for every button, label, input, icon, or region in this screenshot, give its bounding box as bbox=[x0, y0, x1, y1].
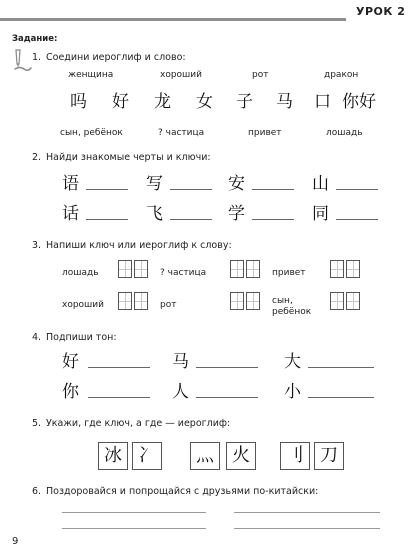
writing-cell[interactable] bbox=[134, 260, 148, 278]
task-1-word: сын, ребёнок bbox=[60, 128, 123, 138]
task-1-instruction: 1. Соедини иероглиф и слово: bbox=[32, 52, 186, 63]
radical-box[interactable]: 刂 bbox=[280, 442, 310, 470]
task-2-hanzi: 话 bbox=[62, 204, 79, 224]
task-1-hanzi: 马 bbox=[276, 92, 293, 112]
task-1-word: женщина bbox=[68, 70, 114, 80]
task-1-word: хороший bbox=[160, 70, 202, 80]
task-1-word: привет bbox=[248, 128, 282, 138]
writing-cell[interactable] bbox=[230, 292, 244, 310]
radical-box[interactable]: 火 bbox=[226, 442, 256, 470]
task-4-hanzi: 小 bbox=[284, 382, 301, 402]
answer-line[interactable] bbox=[88, 367, 150, 368]
answer-line[interactable] bbox=[336, 219, 378, 220]
radical-box[interactable]: 刀 bbox=[314, 442, 344, 470]
answer-line[interactable] bbox=[336, 189, 378, 190]
task-3-word: рот bbox=[160, 300, 177, 310]
task-3-word: привет bbox=[272, 268, 306, 278]
task-2-hanzi: 语 bbox=[62, 174, 79, 194]
answer-line[interactable] bbox=[86, 219, 128, 220]
task-1-hanzi: 龙 bbox=[154, 92, 171, 112]
task-1-hanzi: 吗 bbox=[70, 92, 87, 112]
answer-line[interactable] bbox=[86, 189, 128, 190]
answer-line[interactable] bbox=[308, 397, 374, 398]
writing-cell[interactable] bbox=[118, 260, 132, 278]
task-4-hanzi: 好 bbox=[62, 352, 79, 372]
task-2-instruction: 2. Найди знакомые черты и ключи: bbox=[32, 152, 211, 163]
page-number: 9 bbox=[12, 536, 19, 547]
answer-line[interactable] bbox=[234, 528, 380, 529]
writing-cell[interactable] bbox=[330, 292, 344, 310]
writing-cell[interactable] bbox=[134, 292, 148, 310]
task-1-hanzi: 子 bbox=[236, 92, 253, 112]
task-4-instruction: 4. Подпиши тон: bbox=[32, 332, 117, 343]
task-2-hanzi: 同 bbox=[312, 204, 329, 224]
radical-box[interactable]: 灬 bbox=[190, 442, 220, 470]
answer-line[interactable] bbox=[196, 397, 258, 398]
radical-box[interactable]: 冫 bbox=[132, 442, 162, 470]
writing-cell[interactable] bbox=[118, 292, 132, 310]
writing-cell[interactable] bbox=[246, 260, 260, 278]
task-4-hanzi: 人 bbox=[172, 382, 189, 402]
section-label: Задание: bbox=[12, 34, 58, 44]
task-1-hanzi: 你好 bbox=[342, 92, 376, 112]
task-1-word: дракон bbox=[324, 70, 359, 80]
answer-line[interactable] bbox=[62, 528, 206, 529]
task-4-hanzi: 大 bbox=[284, 352, 301, 372]
task-3-word: лошадь bbox=[62, 268, 99, 278]
task-2-hanzi: 学 bbox=[228, 204, 245, 224]
task-5-instruction: 5. Укажи, где ключ, а где — иероглиф: bbox=[32, 418, 231, 429]
writing-cell[interactable] bbox=[346, 260, 360, 278]
answer-line[interactable] bbox=[88, 397, 150, 398]
task-1-word: лошадь bbox=[326, 128, 363, 138]
writing-cell[interactable] bbox=[346, 292, 360, 310]
task-1-word: рот bbox=[252, 70, 269, 80]
task-1-hanzi: 好 bbox=[112, 92, 129, 112]
answer-line[interactable] bbox=[252, 189, 294, 190]
writing-cell[interactable] bbox=[230, 260, 244, 278]
task-2-hanzi: 山 bbox=[312, 174, 329, 194]
task-6-instruction: 6. Поздоровайся и попрощайся с друзьями по-китайски: bbox=[32, 486, 319, 497]
task-3-word: хороший bbox=[62, 300, 104, 310]
writing-cell[interactable] bbox=[330, 260, 344, 278]
pencil-icon bbox=[12, 48, 32, 76]
task-3-instruction: 3. Напиши ключ или иероглиф к слову: bbox=[32, 240, 232, 251]
radical-box[interactable]: 冰 bbox=[98, 442, 128, 470]
task-2-hanzi: 飞 bbox=[146, 204, 163, 224]
task-3-word: ? частица bbox=[160, 268, 207, 278]
task-3-word: сын, bbox=[272, 296, 293, 306]
lesson-title: УРОК 2 bbox=[356, 5, 406, 18]
answer-line[interactable] bbox=[252, 219, 294, 220]
task-1-hanzi: 口 bbox=[314, 92, 331, 112]
answer-line[interactable] bbox=[308, 367, 374, 368]
answer-line[interactable] bbox=[170, 189, 212, 190]
task-4-hanzi: 你 bbox=[62, 382, 79, 402]
task-3-word: ребёнок bbox=[272, 307, 312, 317]
task-2-hanzi: 安 bbox=[228, 174, 245, 194]
header-rule bbox=[0, 18, 346, 21]
task-1-word: ? частица bbox=[158, 128, 205, 138]
answer-line[interactable] bbox=[170, 219, 212, 220]
answer-line[interactable] bbox=[196, 367, 258, 368]
answer-line[interactable] bbox=[234, 512, 380, 513]
writing-cell[interactable] bbox=[246, 292, 260, 310]
task-2-hanzi: 写 bbox=[146, 174, 163, 194]
answer-line[interactable] bbox=[62, 512, 206, 513]
task-4-hanzi: 马 bbox=[172, 352, 189, 372]
task-1-hanzi: 女 bbox=[196, 92, 213, 112]
